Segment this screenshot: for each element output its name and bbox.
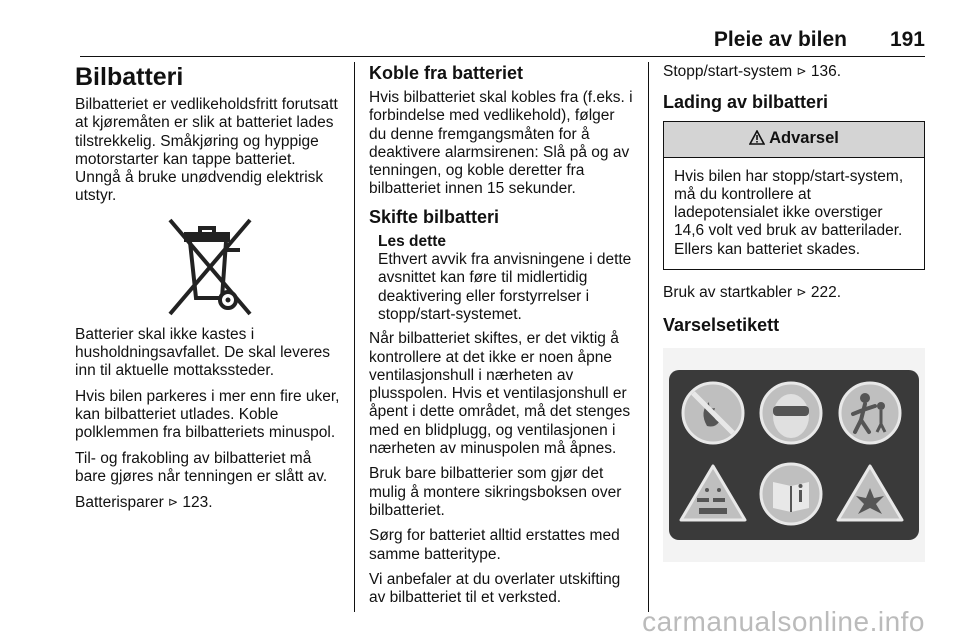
page-reference[interactable]: ⊳ 123. bbox=[168, 494, 213, 512]
paragraph bbox=[75, 493, 345, 512]
column-2 bbox=[369, 62, 634, 614]
read-manual-icon bbox=[761, 464, 821, 524]
note-text: Ethvert avvik fra anvisningene i dette avsnittet kan føre til midlertidig deaktivering eller forstyrrelser i stopp/start-systemet. bbox=[378, 251, 632, 323]
column-divider bbox=[354, 62, 355, 612]
ref-text: Bruk av startkabler bbox=[663, 284, 793, 302]
paragraph: Sørg for batteriet alltid erstattes med samme batteritype. bbox=[369, 527, 620, 563]
column-3 bbox=[663, 62, 925, 568]
watermark: carmanualsonline.info bbox=[642, 606, 925, 637]
page-title: Pleie av bilen bbox=[713, 28, 847, 51]
page-header bbox=[80, 28, 925, 57]
warning-text: Hvis bilen har stopp/start-system, må du kontrollere at ladepotensialet ikke overstiger 14,6 volt ved bruk av batterilader. Ellers kan batteriet skades. bbox=[674, 167, 904, 258]
page-ref-icon: ⊳ bbox=[796, 285, 807, 300]
no-open-flame-icon bbox=[683, 383, 743, 443]
subsection-heading: Skifte bilbatteri bbox=[369, 206, 500, 227]
keep-children-away-icon bbox=[840, 383, 900, 443]
crossed-out-wheelie-bin-icon bbox=[164, 216, 256, 318]
warning-header bbox=[664, 122, 924, 157]
battery-warning-label-image bbox=[663, 348, 925, 562]
column-1 bbox=[75, 62, 345, 519]
battery-warning-label bbox=[663, 348, 925, 567]
warning-triangle-icon bbox=[749, 130, 765, 145]
warning-title: Advarsel bbox=[769, 129, 839, 148]
section-heading: Bilbatteri bbox=[75, 63, 184, 91]
page-reference[interactable]: ⊳ 222. bbox=[796, 284, 842, 302]
paragraph: Hvis bilen parkeres i mer enn fire uker, kan bilbatteriet utlades. Koble polklemmen fra bilbatteriets minuspol. bbox=[75, 387, 340, 442]
ref-text: Stopp/start-system bbox=[663, 63, 793, 80]
column-divider bbox=[648, 62, 649, 612]
page-reference[interactable]: ⊳ 136. bbox=[796, 63, 842, 80]
paragraph: Til- og frakobling av bilbatteriet må bare gjøres når tenningen er slått av. bbox=[75, 449, 328, 485]
paragraph: Hvis bilbatteriet skal kobles fra (f.eks. i forbindelse med vedlikehold), følger du denne fremgangsmåten for å deaktivere alarmsirenen: Slå på og av tenningen, og koble deretter fra bilbatteriet innen 15 sekunder. bbox=[369, 89, 633, 198]
subsection-heading: Varselsetikett bbox=[663, 315, 780, 336]
subsection-heading: Koble fra batteriet bbox=[369, 63, 524, 83]
paragraph: Når bilbatteriet skiftes, er det viktig å kontrollere at det ikke er noen åpne ventilasjonshull i nærheten av plusspolen. Hvis et ventilasjonshull er åpent i dette området, må det stenges med en blidplugg, og ventilasjonen i nærheten av minuspolen må åpnes. bbox=[369, 330, 631, 458]
page-ref-icon: ⊳ bbox=[796, 64, 807, 78]
warning-box bbox=[663, 121, 925, 270]
paragraph: Bilbatteriet er vedlikeholdsfritt forutsatt at kjøremåten er slik at batteriet lades tilstrekkelig. Småkjøring og hyppige motorstarter kan tappe batteriet. Unngå å bruke unødvendig elektrisk utstyr. bbox=[75, 96, 338, 205]
paragraph bbox=[663, 283, 925, 302]
subsection-heading: Lading av bilbatteri bbox=[663, 92, 829, 113]
eye-protection-icon bbox=[761, 383, 821, 443]
paragraph: Batterier skal ikke kastes i husholdningsavfallet. De skal leveres inn til aktuelle mottakssteder. bbox=[75, 325, 331, 380]
page-ref-icon: ⊳ bbox=[168, 495, 179, 510]
ref-text: Batterisparer bbox=[75, 494, 164, 512]
bin-icon-wrap bbox=[75, 216, 345, 318]
paragraph bbox=[663, 62, 925, 81]
note-box bbox=[369, 233, 634, 324]
note-title: Les dette bbox=[378, 232, 447, 250]
page-number: 191 bbox=[889, 28, 925, 51]
paragraph: Bruk bare bilbatterier som gjør det mulig å montere sikringsboksen over bilbatteriet. bbox=[369, 465, 622, 519]
paragraph: Vi anbefaler at du overlater utskifting av bilbatteriet til et verksted. bbox=[369, 570, 621, 607]
